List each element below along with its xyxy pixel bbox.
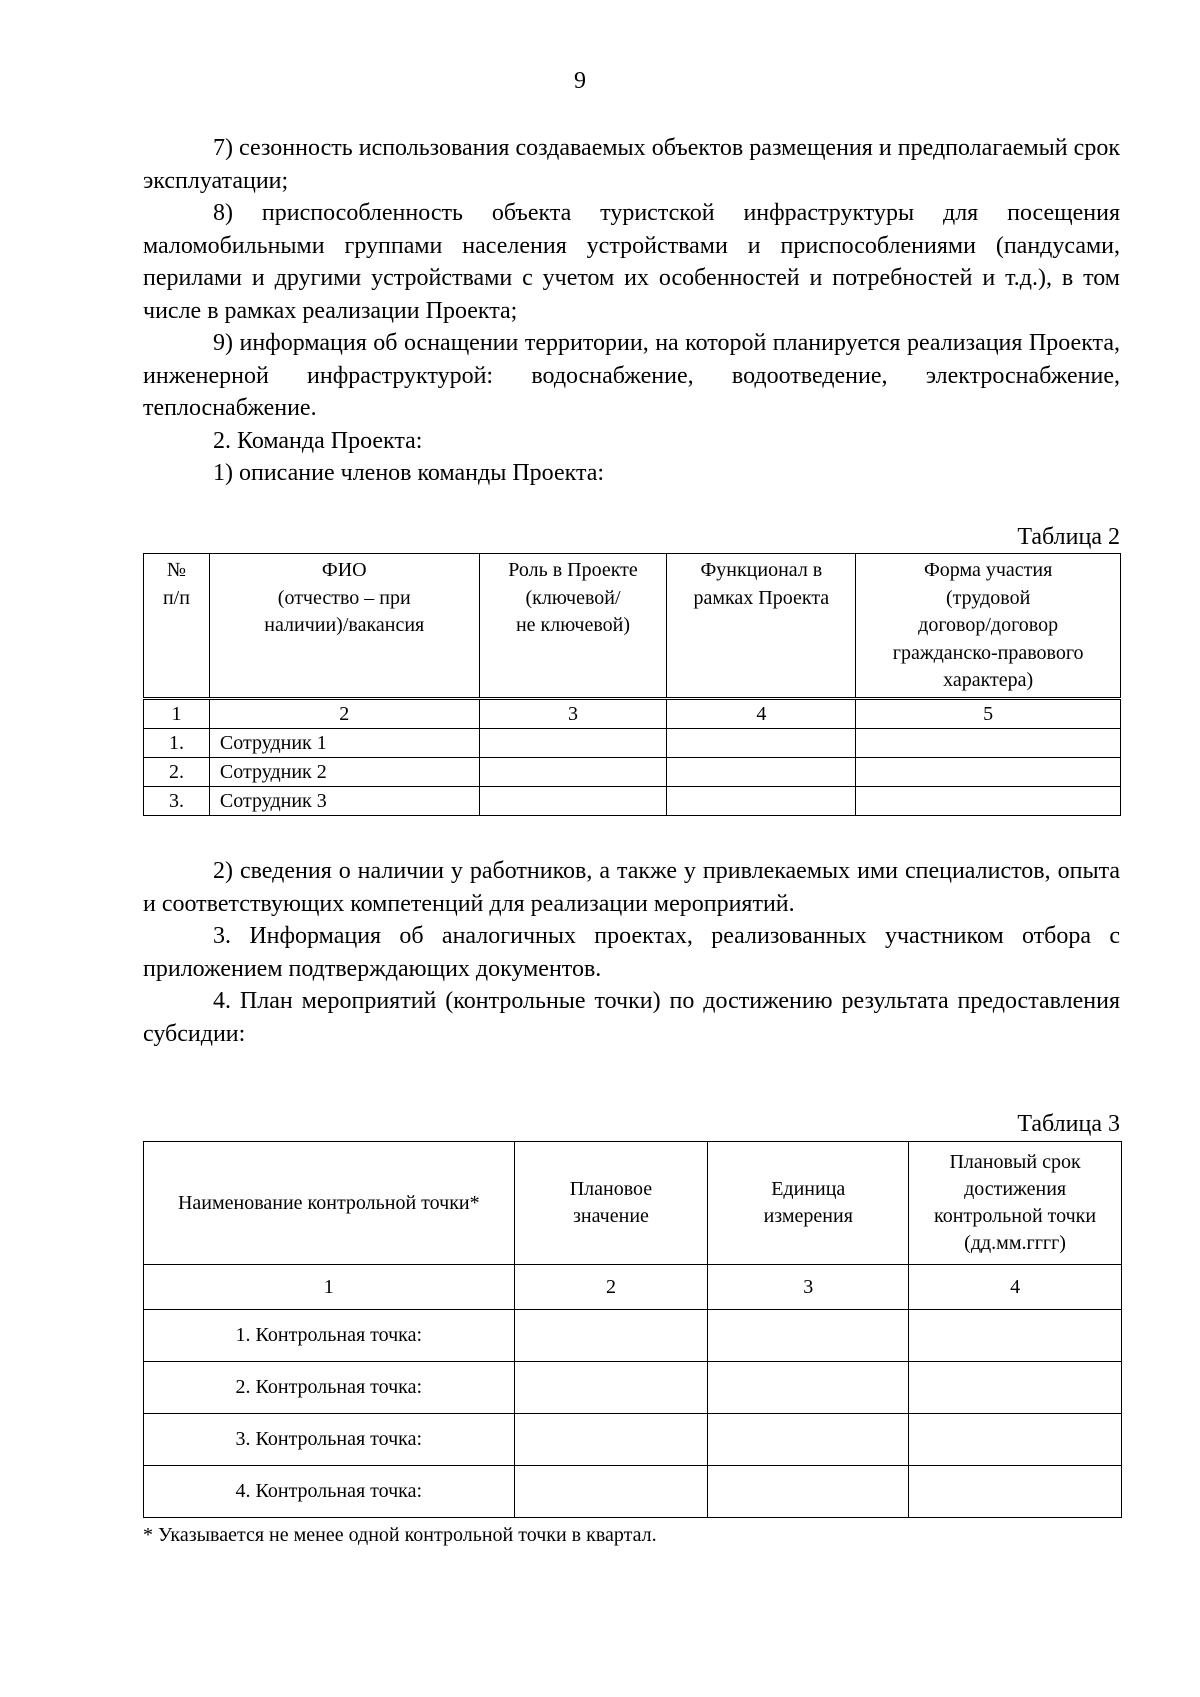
header-full-name: ФИО (отчество – при наличии)/вакансия: [209, 554, 479, 699]
empty-cell: [708, 1310, 909, 1362]
employee-name: Сотрудник 3: [209, 787, 479, 816]
paragraph-accessibility: 8) приспособленность объекта туристской инфраструктуры для посещения маломобильными группами населения устройствами и приспособлениями (пандусами, перилами и другими устройствами с учетом их особенностей и потребностей и т.д.), в том числе в рамках реализации Проекта;: [143, 200, 1120, 324]
empty-cell: [909, 1310, 1122, 1362]
paragraph-competencies: 2) сведения о наличии у работников, а также у привлекаемых ими специалистов, опыта и соответствующих компетенций для реализации мероприятий.: [143, 858, 1120, 917]
table-row: [144, 1414, 1122, 1466]
header-function: Функционал в рамках Проекта: [667, 554, 856, 699]
empty-cell: [856, 729, 1121, 758]
header-number: № п/п: [144, 554, 210, 699]
empty-cell: [479, 729, 667, 758]
row-number: 2.: [144, 758, 210, 787]
column-number: 3: [479, 699, 667, 729]
empty-cell: [856, 758, 1121, 787]
empty-cell: [667, 787, 856, 816]
column-number: 4: [667, 699, 856, 729]
header-control-point-name: Наименование контрольной точки*: [144, 1142, 515, 1265]
control-point-label: 1. Контрольная точка:: [144, 1310, 515, 1362]
table-row: [144, 729, 1121, 758]
paragraph-similar-projects: 3. Информация об аналогичных проектах, реализованных участником отбора с приложением подтверждающих документов.: [143, 923, 1120, 982]
empty-cell: [667, 729, 856, 758]
paragraph-engineering: 9) информация об оснащении территории, на которой планируется реализация Проекта, инженерной инфраструктурой: водоснабжение, водоотведение, электроснабжение, теплоснабжение.: [143, 330, 1120, 421]
employee-name: Сотрудник 2: [209, 758, 479, 787]
row-number: 3.: [144, 787, 210, 816]
empty-cell: [708, 1466, 909, 1518]
table-row: [144, 1310, 1122, 1362]
table-row: [144, 1466, 1122, 1518]
header-unit: Единица измерения: [708, 1142, 909, 1265]
table-2-caption: Таблица 2: [1017, 524, 1120, 550]
table-3-caption: Таблица 3: [1017, 1111, 1120, 1137]
table-row: [144, 1362, 1122, 1414]
empty-cell: [479, 787, 667, 816]
employee-name: Сотрудник 1: [209, 729, 479, 758]
empty-cell: [856, 787, 1121, 816]
column-number: 5: [856, 699, 1121, 729]
column-number: 4: [909, 1265, 1122, 1310]
paragraph-team-heading: 2. Команда Проекта:: [213, 427, 423, 454]
table-row: [144, 787, 1121, 816]
empty-cell: [909, 1362, 1122, 1414]
control-point-label: 2. Контрольная точка:: [144, 1362, 515, 1414]
header-planned-value: Плановое значение: [514, 1142, 708, 1265]
text-block-plan: [143, 855, 1120, 1050]
column-number: 2: [209, 699, 479, 729]
header-planned-date: Плановый срок достижения контрольной точки (дд.мм.гггг): [909, 1142, 1122, 1265]
column-number: 3: [708, 1265, 909, 1310]
text-block-team: [143, 132, 1120, 490]
team-members-table: [143, 553, 1121, 816]
header-role: Роль в Проекте (ключевой/ не ключевой): [479, 554, 667, 699]
footnote: * Указывается не менее одной контрольной точки в квартал.: [143, 1524, 657, 1546]
control-point-label: 4. Контрольная точка:: [144, 1466, 515, 1518]
empty-cell: [514, 1414, 708, 1466]
empty-cell: [708, 1414, 909, 1466]
table-row: [144, 758, 1121, 787]
page-number: 9: [574, 68, 586, 94]
column-number: 2: [514, 1265, 708, 1310]
paragraph-seasonality: 7) сезонность использования создаваемых объектов размещения и предполагаемый срок эксплуатации;: [143, 135, 1120, 194]
column-number: 1: [144, 699, 210, 729]
empty-cell: [708, 1362, 909, 1414]
control-points-table: [143, 1141, 1122, 1518]
paragraph-team-members: 1) описание членов команды Проекта:: [213, 460, 605, 486]
column-number-row: [144, 1265, 1122, 1310]
column-number-row: [144, 699, 1121, 729]
empty-cell: [514, 1362, 708, 1414]
paragraph-action-plan: 4. План мероприятий (контрольные точки) по достижению результата предоставления субсидии:: [143, 988, 1120, 1047]
column-number: 1: [144, 1265, 515, 1310]
row-number: 1.: [144, 729, 210, 758]
empty-cell: [667, 758, 856, 787]
empty-cell: [909, 1414, 1122, 1466]
empty-cell: [514, 1466, 708, 1518]
empty-cell: [514, 1310, 708, 1362]
empty-cell: [479, 758, 667, 787]
empty-cell: [909, 1466, 1122, 1518]
header-participation-form: Форма участия (трудовой договор/договор гражданско-правового характера): [856, 554, 1121, 699]
control-point-label: 3. Контрольная точка:: [144, 1414, 515, 1466]
